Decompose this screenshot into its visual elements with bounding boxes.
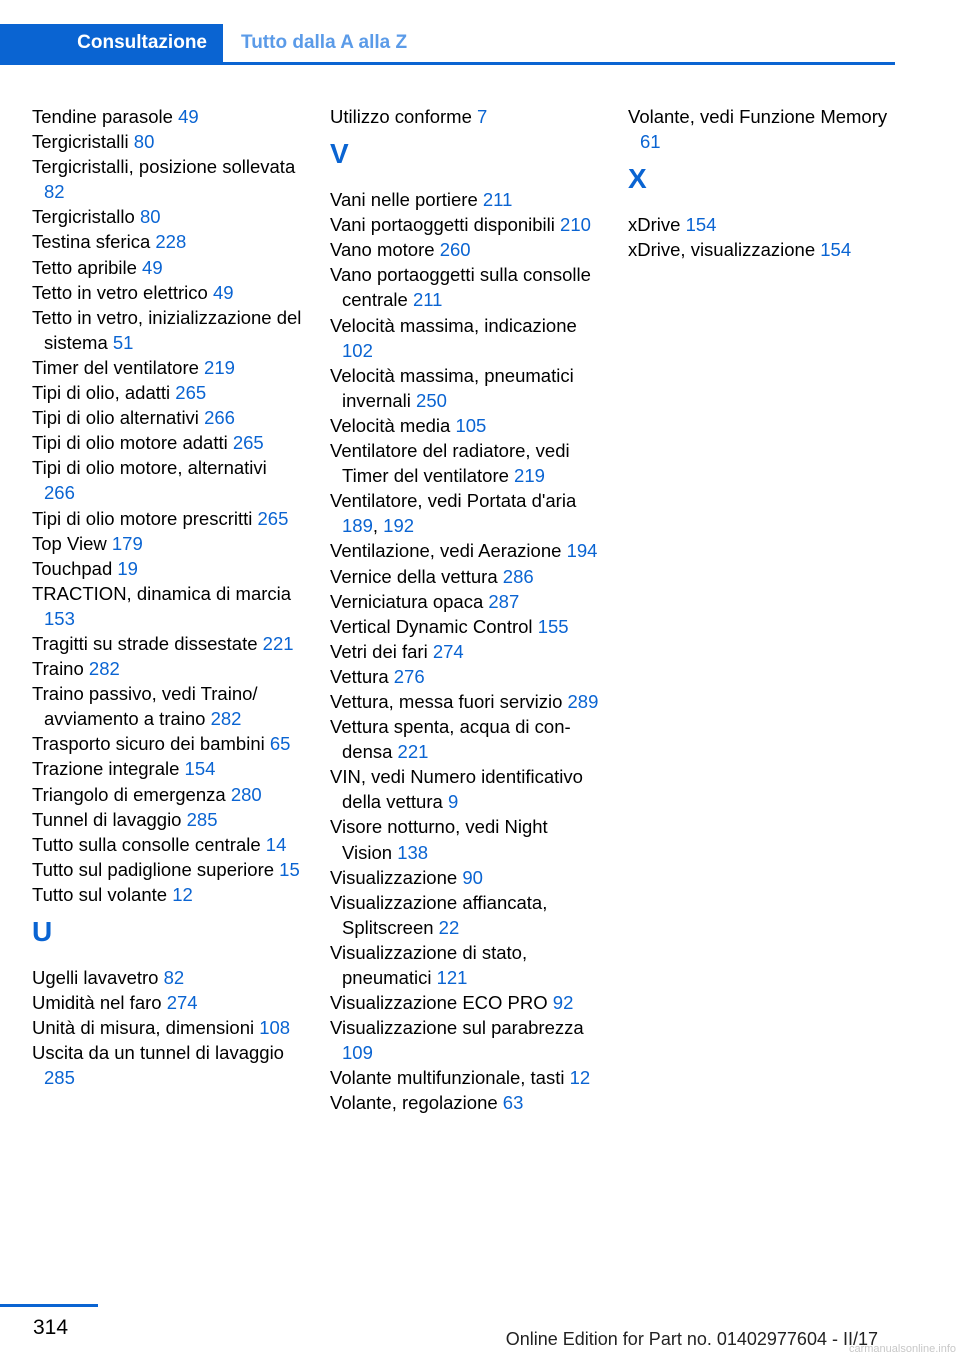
index-entry-label: Tipi di olio motore, alternativi (32, 457, 267, 479)
index-entry-label: Visualizzazione affiancata, Splitscreen (330, 891, 548, 938)
index-entry (330, 865, 600, 890)
index-entry (330, 438, 600, 488)
index-entry-label: Tetto in vetro, inizializzazione del sistema (32, 306, 302, 353)
index-entry-label: Triangolo di emergenza (32, 783, 231, 805)
page-reference-link[interactable]: 154 (685, 214, 717, 236)
page-reference-link[interactable]: 65 (269, 733, 291, 755)
index-entry (330, 313, 600, 363)
page-reference-link[interactable]: 90 (462, 866, 483, 888)
index-entry (32, 832, 302, 857)
page-reference-link[interactable]: 179 (111, 532, 143, 554)
index-entry (32, 104, 302, 129)
index-entry (330, 212, 600, 237)
page-reference-link[interactable]: 51 (112, 331, 134, 353)
page-reference-link[interactable]: 121 (436, 967, 468, 988)
page-reference-link[interactable]: 221 (397, 741, 429, 763)
page-reference-link[interactable]: 109 (342, 1042, 373, 1064)
index-letter-heading: V (330, 138, 349, 170)
edition-note: Online Edition for Part no. 01402977604 - II/17 (505, 1329, 878, 1349)
index-entry (330, 104, 600, 129)
page-reference-link[interactable]: 14 (265, 833, 287, 855)
page-reference-link[interactable]: 192 (383, 515, 415, 537)
index-entry (32, 681, 302, 731)
index-entry (32, 305, 302, 355)
index-entry: Ventilatore, vedi Portata d'aria 189, 192 (330, 490, 577, 537)
index-entry-label: Velocità massima, indicazione (330, 314, 577, 336)
index-entry-label: Visualizzazione ECO PRO (330, 992, 553, 1014)
index-entry (32, 280, 302, 305)
page-reference-link[interactable]: 265 (257, 507, 289, 529)
index-entry (32, 581, 302, 631)
index-entry-label: VIN, vedi Numero identificativo della vettura (330, 766, 583, 813)
index-entry-label: Traino passivo, vedi Traino/ avviamento a traino (32, 683, 258, 730)
page-reference-link[interactable]: 211 (482, 189, 513, 211)
index-entry-label: Top View (32, 532, 112, 554)
index-entry (32, 882, 302, 907)
index-entry (330, 689, 600, 714)
index-entry (32, 154, 302, 204)
index-entry-label: Trazione integrale (32, 758, 185, 780)
index-entry (330, 237, 600, 262)
page-reference-link[interactable]: 49 (178, 106, 199, 127)
index-entry (32, 731, 302, 756)
section-tab: Consultazione (0, 24, 223, 62)
page-reference-link[interactable]: 153 (44, 607, 75, 629)
page-reference-link[interactable]: 22 (438, 916, 460, 938)
index-entry-label: Visore notturno, vedi Night Vision (330, 816, 548, 863)
index-entry-label: Tipi di olio, adatti (32, 382, 176, 404)
index-entry (32, 255, 302, 280)
index-entry-label: Tragitti su strade dissestate (32, 632, 263, 654)
index-entry-label: Vettura, messa fuori servizio (330, 690, 568, 712)
page-reference-link[interactable]: 49 (142, 256, 163, 278)
index-entry-label: Testina sferica (32, 231, 156, 253)
index-entry-label: Touchpad (32, 557, 118, 579)
index-entry (330, 764, 600, 814)
index-entry (32, 857, 302, 882)
index-entry (330, 1065, 600, 1090)
page-reference-link[interactable]: 221 (262, 632, 294, 654)
index-letter-heading: X (628, 163, 647, 195)
page-reference-link[interactable]: 82 (163, 967, 185, 988)
index-entry (330, 814, 600, 864)
index-column-2 (330, 104, 600, 1116)
index-entry-label: Vettura spenta, acqua di condensa (330, 716, 571, 763)
page-reference-link[interactable]: 15 (279, 858, 300, 880)
index-entry (32, 455, 302, 505)
page-number: 314 (33, 1316, 69, 1339)
page-reference-link[interactable]: 286 (502, 565, 534, 587)
index-entry-label: Tipi di olio alternativi (32, 407, 205, 429)
page-reference-link[interactable]: 266 (44, 482, 75, 504)
index-entry (32, 405, 302, 430)
page-reference-link[interactable]: 260 (439, 239, 471, 261)
index-entry (32, 229, 302, 254)
page-reference-link[interactable]: 12 (569, 1067, 591, 1089)
page-reference-link[interactable]: 250 (416, 389, 447, 411)
index-entry (628, 104, 898, 154)
index-entry-label: Vano motore (330, 239, 440, 261)
index-entry-label: Ventilazione, vedi Aerazione (330, 540, 567, 562)
page-reference-link[interactable]: 276 (393, 665, 425, 687)
watermark: carmanualsonline.info (848, 1343, 956, 1355)
index-entry-label: Tetto apribile (32, 256, 143, 278)
index-entry (330, 413, 600, 438)
subsection-tab: Tutto dalla A alla Z (241, 32, 408, 53)
page-reference-link[interactable]: 80 (139, 206, 161, 228)
index-entry-label: Utilizzo conforme (330, 106, 478, 127)
index-entry-label: Ugelli lavavetro (32, 967, 164, 988)
page-reference-link[interactable]: 285 (186, 808, 218, 830)
index-entry-label: Uscita da un tunnel di lavaggio (32, 1042, 284, 1064)
index-entry-label: Ventilatore del radiatore, vedi Timer del ventilatore (330, 440, 570, 487)
index-entry-label: Tergicristalli (32, 131, 134, 153)
index-entry (628, 212, 898, 237)
page-reference-link[interactable]: 266 (204, 407, 235, 429)
index-entry-label: Trasporto sicuro dei bambini (32, 733, 270, 755)
index-entry (32, 782, 302, 807)
index-entry-label: xDrive (628, 214, 686, 236)
index-entry-label: Tutto sulla consolle centrale (32, 833, 266, 855)
index-entry-label: Vani nelle portiere (330, 189, 483, 211)
page-reference-link[interactable]: 155 (537, 615, 569, 637)
index-entry (330, 538, 600, 563)
page-reference-link[interactable]: 274 (166, 992, 198, 1014)
index-entry-label: Tipi di olio motore prescritti (32, 507, 258, 529)
index-entry (32, 531, 302, 556)
page-reference-link[interactable]: 12 (172, 883, 193, 905)
page-reference-link[interactable]: 138 (397, 841, 429, 863)
index-entry (330, 664, 600, 689)
index-entry (32, 656, 302, 681)
index-entry (330, 1015, 600, 1065)
index-letter-heading: U (32, 916, 53, 947)
page-reference-link[interactable]: 63 (502, 1092, 524, 1114)
page-reference-link[interactable]: 92 (552, 992, 574, 1014)
page-reference-link[interactable]: 274 (432, 640, 464, 662)
index-entry-label: Velocità media (330, 414, 456, 436)
page-reference-link[interactable]: 19 (117, 557, 138, 579)
index-entry-label: Tipi di olio motore adatti (32, 432, 233, 454)
index-entry-label: Volante multifunzionale, tasti (330, 1067, 570, 1089)
page-reference-link[interactable]: 194 (566, 540, 598, 562)
page-reference-link[interactable]: 82 (44, 181, 65, 203)
index-entry (32, 756, 302, 781)
index-entry (330, 262, 600, 312)
index-entry (330, 564, 600, 589)
index-entry (32, 380, 302, 405)
index-entry (32, 506, 302, 531)
index-entry-label: Umidità nel faro (32, 992, 167, 1014)
index-entry-label: Vertical Dynamic Control (330, 615, 538, 637)
index-entry-label: Tetto in vetro elettrico (32, 281, 213, 303)
page-reference-link[interactable]: 285 (44, 1067, 75, 1089)
page-reference-link[interactable]: 189 (342, 515, 373, 537)
index-entry-label: Tergicristallo (32, 206, 140, 228)
page-reference-link[interactable]: 211 (412, 289, 443, 311)
page-reference-link[interactable]: 9 (447, 791, 459, 813)
index-entry-label: Tergicristalli, posizione sollevata (32, 156, 296, 178)
index-entry-label: Unità di misura, dimensioni (32, 1017, 260, 1039)
index-entry-label: Visualizzazione di stato, pneumatici (330, 941, 528, 988)
page-reference-link[interactable]: 102 (342, 339, 373, 361)
index-entry (330, 187, 600, 212)
index-entry-label: Volante, vedi Funzione Memory (628, 106, 888, 127)
page-reference-link[interactable]: 228 (155, 231, 187, 253)
index-entry (330, 363, 600, 413)
index-entry-label: Velocità massima, pneumatici invernali (330, 364, 574, 411)
index-entry (330, 589, 600, 614)
index-entry-label: Vettura (330, 665, 394, 687)
index-entry (32, 430, 302, 455)
index-entry-label: xDrive, visualizzazione (628, 239, 821, 261)
index-entry (32, 556, 302, 581)
index-entry (330, 890, 600, 940)
page-reference-link[interactable]: 287 (488, 590, 520, 612)
page-reference-link[interactable]: 219 (514, 465, 545, 487)
index-entry (628, 237, 898, 262)
page-reference-link[interactable]: 80 (133, 131, 155, 153)
page-reference-link[interactable]: 49 (212, 281, 234, 303)
page-reference-link[interactable]: 282 (88, 658, 120, 680)
index-entry-label: Visualizzazione sul parabrezza (330, 1017, 584, 1039)
page-reference-link[interactable]: 61 (640, 131, 661, 153)
index-column-3 (628, 104, 898, 262)
page-reference-link[interactable]: 154 (184, 758, 216, 780)
index-entry (32, 1040, 302, 1090)
index-entry-label: Timer del ventilatore (32, 356, 205, 378)
index-entry-label: Vani portaoggetti disponibili (330, 214, 561, 236)
index-entry (330, 639, 600, 664)
index-entry-label: Verniciatura opaca (330, 590, 489, 612)
index-entry-label: Vano portaoggetti sulla consolle centrale (330, 264, 591, 311)
index-entry-label: Visualizzazione (330, 866, 463, 888)
index-entry (330, 714, 600, 764)
index-entry-label: Traino (32, 658, 89, 680)
index-entry (32, 631, 302, 656)
index-entry (32, 807, 302, 832)
index-entry-label: Tendine parasole (32, 106, 179, 127)
page-header (0, 24, 895, 65)
index-entry-label: Tutto sul padiglione superiore (32, 858, 280, 880)
index-entry-label: Volante, regolazione (330, 1092, 503, 1114)
page-reference-link[interactable]: 210 (560, 214, 591, 236)
index-entry (330, 1090, 600, 1115)
page-reference-link[interactable]: 265 (232, 432, 264, 454)
index-entry-label: Tutto sul volante (32, 883, 173, 905)
index-entry-label: Vetri dei fari (330, 640, 433, 662)
index-entry (330, 614, 600, 639)
index-entry-label: Tunnel di lavaggio (32, 808, 187, 830)
index-entry (32, 355, 302, 380)
index-entry (32, 1015, 302, 1040)
page-reference-link[interactable]: 265 (175, 382, 207, 404)
page-reference-link[interactable]: 289 (567, 690, 599, 712)
page-reference-link[interactable]: 154 (820, 239, 852, 261)
page-reference-link[interactable]: 219 (204, 356, 235, 378)
footer-rule (0, 1304, 98, 1307)
index-entry (32, 129, 302, 154)
page-reference-link[interactable]: 280 (230, 783, 262, 805)
index-column-1 (32, 104, 302, 1090)
page-reference-link[interactable]: 7 (477, 106, 488, 127)
page-reference-link[interactable]: 108 (259, 1017, 291, 1039)
page-reference-link[interactable]: 105 (455, 414, 487, 436)
page-reference-link[interactable]: 282 (210, 708, 242, 730)
index-entry (32, 965, 302, 990)
index-entry (330, 940, 600, 990)
index-entry (32, 990, 302, 1015)
index-entry-label: Vernice della vettura (330, 565, 503, 587)
index-entry-label: TRACTION, dinamica di marcia (32, 582, 292, 604)
index-entry (32, 204, 302, 229)
index-entry-label: Ventilatore, vedi Portata d'aria (330, 490, 577, 512)
index-entry (330, 990, 600, 1015)
